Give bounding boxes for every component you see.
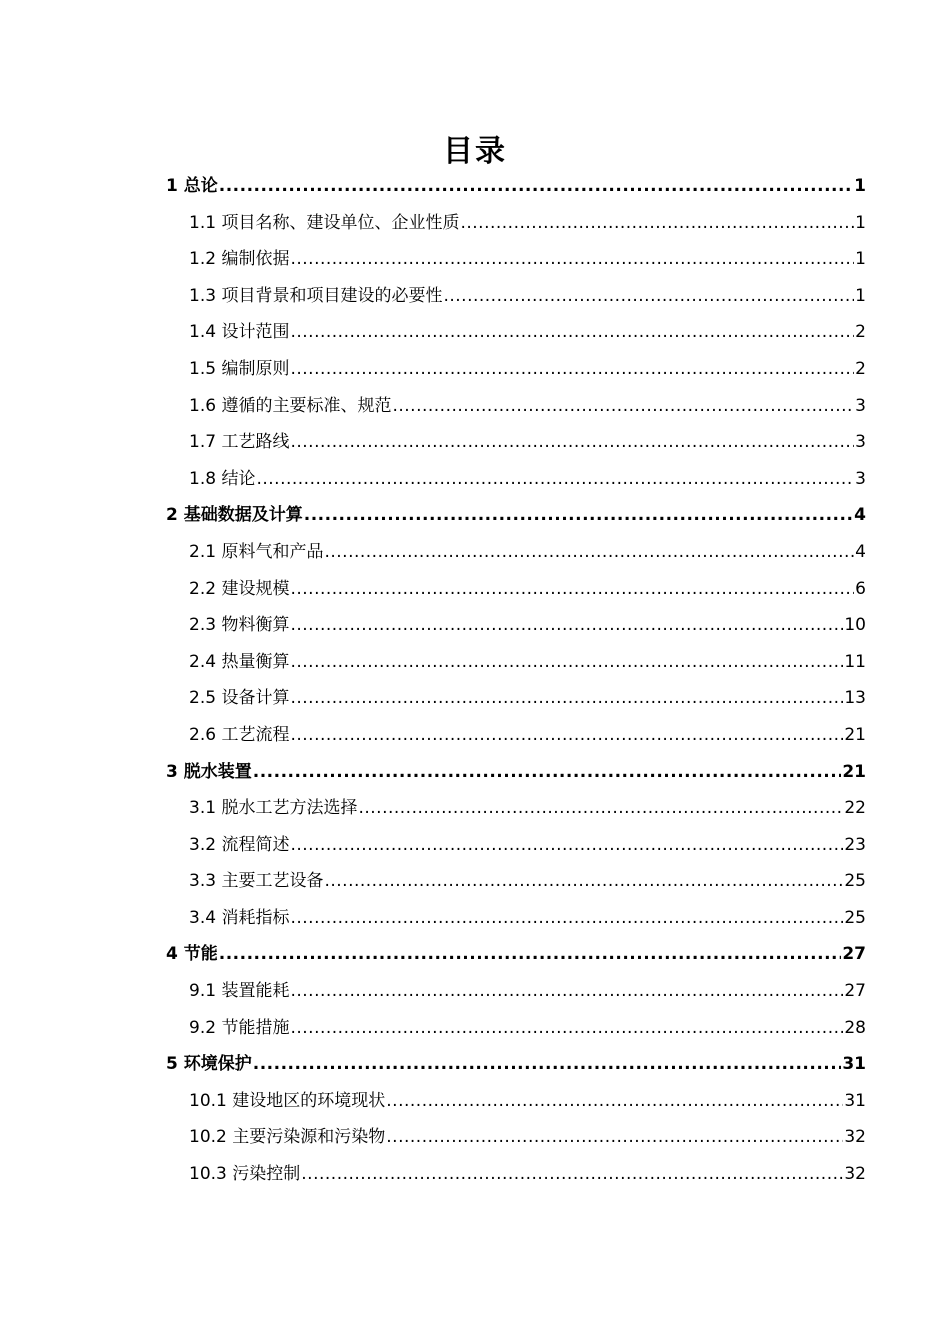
toc-dot-leader: [290, 314, 854, 351]
toc-dot-leader: [290, 644, 843, 681]
toc-entry-label: 4 节能: [166, 944, 218, 965]
toc-dot-leader: [324, 863, 843, 900]
toc-dot-leader: [290, 900, 843, 937]
toc-page-number: 25: [844, 871, 866, 892]
toc-page-number: 23: [844, 834, 866, 855]
toc-section-entry[interactable]: [166, 1010, 866, 1047]
toc-entry-label: 2.4 热量衡算: [189, 651, 290, 672]
toc-entry-label: 1 总论: [166, 176, 218, 196]
toc-entry-label: 2.2 建设规模: [189, 578, 290, 599]
toc-section-entry[interactable]: [166, 388, 866, 425]
toc-chapter-entry[interactable]: [166, 168, 866, 205]
toc-section-entry[interactable]: [166, 571, 866, 608]
toc-entry-label: 10.1 建设地区的环境现状: [189, 1090, 386, 1111]
toc-entry-label: 5 环境保护: [166, 1054, 252, 1075]
toc-page-number: 4: [854, 505, 866, 526]
toc-dot-leader: [253, 754, 842, 791]
toc-entry-label: 3.1 脱水工艺方法选择: [189, 798, 358, 819]
toc-page-number: 22: [844, 798, 866, 819]
toc-entry-label: 3.3 主要工艺设备: [189, 871, 324, 892]
toc-section-entry[interactable]: [166, 827, 866, 864]
toc-dot-leader: [290, 680, 843, 717]
toc-entry-label: 2 基础数据及计算: [166, 505, 303, 526]
toc-entry-label: 10.3 污染控制: [189, 1164, 301, 1185]
toc-section-entry[interactable]: [166, 1156, 866, 1193]
toc-dot-leader: [324, 534, 854, 571]
toc-page-number: 27: [844, 981, 866, 1002]
toc-page-number: 28: [844, 1017, 866, 1038]
toc-dot-leader: [386, 1119, 843, 1156]
toc-section-entry[interactable]: [166, 314, 866, 351]
toc-page-number: 32: [844, 1164, 866, 1185]
toc-page-number: 2: [855, 322, 866, 343]
toc-section-entry[interactable]: [166, 461, 866, 498]
toc-entry-label: 3.4 消耗指标: [189, 907, 290, 928]
toc-dot-leader: [290, 717, 843, 754]
toc-dot-leader: [358, 790, 843, 827]
toc-page-number: 11: [844, 651, 866, 672]
toc-section-entry[interactable]: [166, 534, 866, 571]
toc-dot-leader: [301, 1156, 843, 1193]
toc-section-entry[interactable]: [166, 790, 866, 827]
toc-entry-label: 9.1 装置能耗: [189, 981, 290, 1002]
toc-section-entry[interactable]: [166, 1119, 866, 1156]
toc-dot-leader: [460, 205, 854, 242]
toc-section-entry[interactable]: [166, 241, 866, 278]
toc-section-entry[interactable]: [166, 900, 866, 937]
toc-section-entry[interactable]: [166, 607, 866, 644]
toc-page-number: 1: [855, 285, 866, 306]
toc-page-number: 2: [855, 358, 866, 379]
toc-entry-label: 1.3 项目背景和项目建设的必要性: [189, 285, 443, 306]
toc-dot-leader: [253, 1046, 842, 1083]
toc-page-number: 27: [842, 944, 866, 965]
toc-dot-leader: [290, 1010, 843, 1047]
toc-section-entry[interactable]: [166, 717, 866, 754]
toc-dot-leader: [219, 168, 853, 205]
toc-dot-leader: [290, 607, 843, 644]
toc-dot-leader: [386, 1083, 843, 1120]
toc-entry-label: 1.6 遵循的主要标准、规范: [189, 395, 392, 416]
toc-dot-leader: [290, 351, 854, 388]
toc-entry-label: 1.4 设计范围: [189, 322, 290, 343]
toc-page-number: 4: [855, 541, 866, 562]
toc-section-entry[interactable]: [166, 644, 866, 681]
toc-title: 目录: [443, 134, 507, 169]
toc-entry-label: 2.6 工艺流程: [189, 724, 290, 745]
toc-section-entry[interactable]: [166, 205, 866, 242]
toc-page-number: 1: [855, 249, 866, 270]
toc-page-number: 21: [844, 724, 866, 745]
toc-chapter-entry[interactable]: [166, 754, 866, 791]
toc-entry-label: 2.5 设备计算: [189, 688, 290, 709]
toc-entry-label: 1.5 编制原则: [189, 358, 290, 379]
toc-page-number: 1: [855, 212, 866, 233]
toc-entry-label: 2.1 原料气和产品: [189, 541, 324, 562]
toc-dot-leader: [219, 936, 842, 973]
toc-chapter-entry[interactable]: [166, 497, 866, 534]
toc-entry-label: 3.2 流程简述: [189, 834, 290, 855]
toc-section-entry[interactable]: [166, 351, 866, 388]
toc-page-number: 21: [842, 761, 866, 782]
toc-entry-label: 1.8 结论: [189, 468, 256, 489]
toc-dot-leader: [290, 241, 854, 278]
toc-dot-leader: [290, 827, 843, 864]
toc-page-number: 1: [854, 176, 866, 196]
toc-dot-leader: [443, 278, 854, 315]
toc-chapter-entry[interactable]: [166, 936, 866, 973]
toc-entry-label: 2.3 物料衡算: [189, 615, 290, 636]
toc-section-entry[interactable]: [166, 863, 866, 900]
toc-section-entry[interactable]: [166, 973, 866, 1010]
toc-page-number: 25: [844, 907, 866, 928]
toc-entry-label: 1.2 编制依据: [189, 249, 290, 270]
toc-page-number: 3: [855, 395, 866, 416]
toc-dot-leader: [304, 497, 853, 534]
toc-page-number: 3: [855, 468, 866, 489]
toc-page-number: 3: [855, 432, 866, 453]
table-of-contents: [166, 168, 866, 1193]
toc-page-number: 6: [855, 578, 866, 599]
toc-entry-label: 1.1 项目名称、建设单位、企业性质: [189, 212, 460, 233]
toc-page-number: 10: [844, 615, 866, 636]
toc-section-entry[interactable]: [166, 680, 866, 717]
toc-entry-label: 3 脱水装置: [166, 761, 252, 782]
toc-section-entry[interactable]: [166, 278, 866, 315]
toc-dot-leader: [256, 461, 854, 498]
toc-section-entry[interactable]: [166, 1083, 866, 1120]
toc-dot-leader: [290, 571, 854, 608]
toc-entry-label: 1.7 工艺路线: [189, 432, 290, 453]
toc-entry-label: 10.2 主要污染源和污染物: [189, 1127, 386, 1148]
toc-dot-leader: [392, 388, 854, 425]
toc-chapter-entry[interactable]: [166, 1046, 866, 1083]
toc-page-number: 31: [842, 1054, 866, 1075]
toc-page-number: 31: [844, 1090, 866, 1111]
toc-page-number: 32: [844, 1127, 866, 1148]
toc-section-entry[interactable]: [166, 424, 866, 461]
toc-dot-leader: [290, 973, 843, 1010]
toc-page-number: 13: [844, 688, 866, 709]
toc-entry-label: 9.2 节能措施: [189, 1017, 290, 1038]
toc-dot-leader: [290, 424, 854, 461]
